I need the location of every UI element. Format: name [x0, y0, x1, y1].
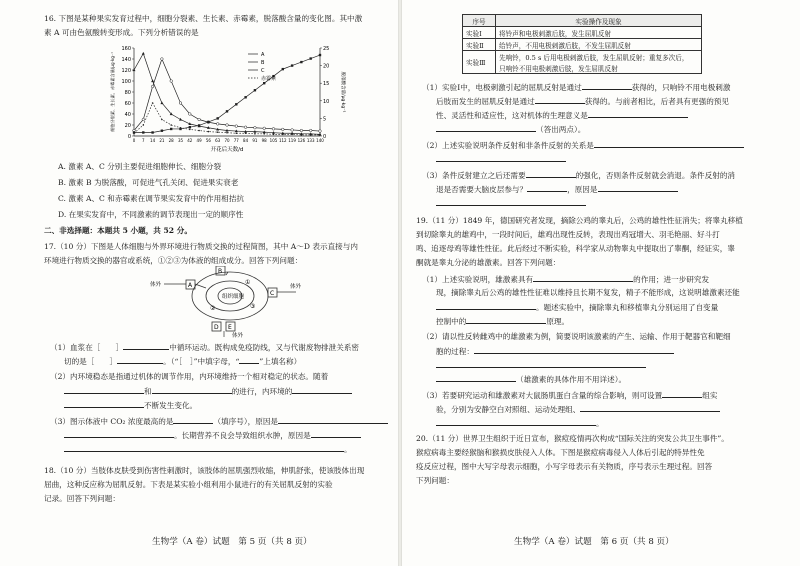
x-tick-label: 105: [269, 138, 278, 143]
q17-part2-line1: （2）内环境稳态是指通过机体的调节作用，内环境维持一个相对稳定的状态。随着: [50, 372, 329, 381]
q17-diagram: [150, 266, 310, 342]
q18-p1d: 获得的。与前者相比，后者具有更强的预见: [584, 97, 729, 106]
answer-blank[interactable]: [117, 356, 163, 364]
table-cell-seq: 实验Ⅰ: [463, 27, 496, 39]
y-right-tick-label: 10: [323, 98, 330, 105]
answer-blank[interactable]: [123, 342, 169, 350]
data-point-赤霉素: [263, 133, 265, 135]
q16-option-c: C. 激素 A、C 和赤霉素在调节果实发育中的作用相拮抗: [58, 194, 244, 203]
answer-blank[interactable]: [466, 316, 546, 324]
q17-stem-line2: 环境进行物质交换的器官或系统，①②③为体液的组成成分。回答下列问题：: [44, 256, 303, 265]
q18-part2-line1: [422, 140, 744, 151]
table-cell-op: 给铃声，不用电极刺激后肢，不发生屈肌反射: [496, 39, 702, 51]
x-tick-label: 63: [215, 138, 221, 143]
data-point-A: [319, 130, 322, 133]
arrow-a-in: [195, 284, 206, 288]
q18-part3-line3: [436, 198, 586, 209]
y-left-tick-label: 0: [127, 134, 131, 140]
answer-blank[interactable]: [598, 184, 678, 192]
y-axis-right-label: 脱落酸含量/μg·kg⁻¹: [340, 71, 345, 113]
data-point-B: [263, 82, 265, 84]
x-tick-label: 98: [261, 138, 267, 143]
data-point-B: [142, 131, 144, 133]
legend-label-C: C: [261, 68, 265, 74]
q19-part2-line1: （2）请以性反转雌鸡中的雄激素为例，简要说明该激素的产生、运输、作用于靶器官和靶细: [422, 332, 731, 341]
q19-part1-line1: [422, 274, 709, 285]
answer-blank[interactable]: [173, 416, 213, 424]
q18-part1-line1: [422, 82, 730, 93]
q18-part2-line2: [436, 154, 566, 165]
diagram-label-d: D: [214, 324, 219, 331]
table-cell-op: 将铃声和电极刺激后肢，发生屈肌反射: [496, 27, 702, 39]
q18-part1-line3: [436, 110, 688, 121]
x-tick-label: 42: [187, 138, 193, 143]
q18-p3b: 的强化，否则条件反射就会消退。条件反射的消: [575, 171, 736, 180]
x-tick-label: 49: [196, 138, 202, 143]
experiment-table: [462, 14, 702, 74]
q18-p3c: 退是否需要大脑皮层参与？: [436, 185, 528, 194]
data-point-B: [161, 130, 163, 132]
answer-blank[interactable]: [436, 124, 536, 132]
table-row: [463, 51, 702, 63]
data-point-A: [142, 118, 145, 121]
q19-p1f: 原理。: [546, 317, 570, 326]
x-tick-label: 35: [177, 138, 184, 143]
table-header-row: [463, 15, 702, 27]
data-point-赤霉素: [254, 133, 256, 135]
answer-blank[interactable]: [580, 404, 720, 412]
q18-p1c: 后肢而发生的屈肌反射是通过: [436, 97, 535, 106]
q17-part2-line3: [64, 400, 197, 411]
table-cell-op: 只响铃不用电极刺激后肢，发生屈肌反射: [496, 62, 702, 74]
q19-p3d: 。: [596, 419, 604, 428]
q20-stem-line3: 疫反应过程，图中大写字母表示细胞，小写字母表示有关物质，序号表示生理过程。回答: [416, 462, 713, 471]
y-left-tick-label: 100: [121, 79, 131, 85]
q19-part1-line3: [436, 302, 718, 313]
y-right-tick-label: 0: [323, 134, 327, 140]
x-tick-label: 77: [233, 138, 239, 143]
data-point-B: [189, 126, 191, 128]
table-header-op: 实验操作及现象: [496, 15, 702, 27]
q19-part2-line3: [436, 360, 646, 371]
answer-blank[interactable]: [535, 96, 585, 104]
data-point-C: [151, 79, 154, 82]
q17-part1-line2: [64, 356, 301, 367]
data-point-赤霉素: [152, 102, 154, 104]
q19-part1-line2: 现，摘除睾丸后公鸡的雄性性征难以维持且长期不复发，精子不能形成，这说明雄激素还能: [436, 288, 740, 297]
q19-part3-line3: [436, 418, 604, 429]
data-point-A: [272, 128, 275, 131]
data-point-B: [226, 110, 228, 112]
answer-blank[interactable]: [588, 110, 688, 118]
diagram-label-e: E: [228, 324, 232, 331]
q16-option-a: A. 激素 A、C 分别主要促进细胞伸长、细胞分裂: [58, 162, 222, 171]
q19-part3-line1: [422, 390, 717, 401]
data-point-A: [170, 80, 173, 83]
q18-p2: （2）上述实验说明条件反射和非条件反射的关系是: [422, 141, 594, 150]
diagram-label-3: ③: [250, 303, 256, 310]
q19-stem-line3: 鸣、追逐母鸡等雄性性征。此后经过不断实验，科学家从动物睾丸中提取出了睾酮，经证实，睾: [416, 244, 735, 253]
diagram-label-2: ②: [210, 305, 216, 312]
table-row: [463, 62, 702, 74]
data-point-赤霉素: [282, 134, 284, 136]
q19-part2-line4: [436, 374, 626, 385]
q17-diagram-svg: [150, 266, 310, 338]
x-axis-label: 开花后天数/d: [210, 147, 244, 153]
data-point-C: [160, 101, 163, 104]
data-point-赤霉素: [161, 119, 163, 121]
q18-stem-line3: 记录。回答下列问题：: [44, 494, 120, 503]
data-point-B: [207, 121, 209, 123]
y-left-tick-label: 120: [121, 68, 131, 74]
q18-part3-line2: [436, 184, 678, 195]
q18-p1e: 性、灵活性和适应性，这对机体的生理意义是: [436, 111, 588, 120]
q17-part2-line2: [64, 386, 352, 397]
q17-p3a: （3）图示体液中 CO₂ 浓度最高的是: [50, 417, 174, 426]
x-tick-label: 56: [205, 138, 211, 143]
left-page: [0, 0, 398, 566]
answer-blank[interactable]: [436, 154, 566, 162]
y-axis-left-label: 细胞分裂素、生长素、赤霉素含量/μg·kg⁻¹: [110, 52, 115, 132]
q17-p2b: 和: [144, 387, 152, 396]
answer-blank[interactable]: [436, 302, 536, 310]
q20-stem-line4: 下列问题：: [416, 476, 454, 485]
q17-p1d: 。（“［ ］”中填字母，“: [163, 357, 240, 366]
diagram-label-b: B: [218, 268, 223, 275]
data-point-B: [300, 61, 302, 63]
data-point-A: [300, 129, 303, 132]
q18-part1-line4: [436, 124, 585, 135]
y-left-tick-label: 140: [121, 57, 131, 63]
data-point-A: [291, 129, 294, 132]
data-point-赤霉素: [143, 124, 145, 126]
q19-p1e: 控制中的: [436, 317, 467, 326]
y-left-tick-label: 160: [121, 46, 131, 52]
q17-p3b: （填序号），原因是: [213, 417, 279, 426]
answer-blank[interactable]: [662, 390, 702, 398]
q19-stem-line1: 19.（11 分）1849 年，德国研究者发现，摘除公鸡的睾丸后，公鸡的雄性性征消失；将睾丸移植: [416, 216, 743, 225]
data-point-B: [151, 131, 153, 133]
data-point-B: [291, 64, 293, 66]
x-tick-label: 91: [252, 138, 258, 143]
data-point-C: [142, 52, 145, 55]
q17-p1b: 中循环运动。既构成免疫防线，又与代谢废物排泄关系密: [169, 343, 360, 352]
q17-part3-line3: [64, 444, 352, 455]
data-point-赤霉素: [319, 134, 321, 136]
q19-stem-line4: 酮就是睾丸分泌的雄激素。回答下列问题：: [416, 258, 561, 267]
data-point-赤霉素: [236, 132, 238, 134]
q18-part1-line2: [436, 96, 729, 107]
data-point-赤霉素: [310, 134, 312, 136]
q16-option-b: B. 激素 B 为脱落酸，可促进气孔关闭、促进果实衰老: [58, 178, 239, 187]
q19-p1b: 的作用；进一步研究发: [633, 275, 710, 284]
right-page: [402, 0, 800, 566]
data-point-A: [198, 118, 201, 121]
right-page-footer: 生物学（A 卷）试题 第 6 页（共 8 页）: [514, 537, 674, 547]
q19-p2b: 胞的过程：: [436, 347, 474, 356]
data-point-B: [282, 68, 284, 70]
q18-stem-line1: 18.（10 分）当肢体皮肤受到伤害性刺激时，该肢体的屈肌强烈收缩，伸肌舒张，使该肢体出现: [44, 466, 365, 475]
q19-part1-line4: [436, 316, 569, 327]
answer-blank[interactable]: [526, 170, 576, 178]
q18-p3d: ，原因是: [567, 185, 598, 194]
data-point-赤霉素: [189, 129, 191, 131]
data-point-赤霉素: [226, 132, 228, 134]
q16-chart-svg: [108, 40, 348, 158]
x-tick-label: 7: [142, 138, 145, 143]
data-point-A: [226, 124, 229, 127]
answer-blank[interactable]: [311, 430, 361, 438]
y-left-tick-label: 40: [124, 112, 131, 118]
left-page-footer: 生物学（A 卷）试题 第 5 页（共 8 页）: [152, 537, 312, 547]
q20-stem-line2: 猴痘病毒主要经猴脑和猴损皮肤侵入人体。下图是猴痘病毒侵入人体后引起的特异性免: [416, 448, 705, 457]
q20-stem-line1: 20.（11 分）世界卫生组织于近日宣布，猴痘疫情再次构成“国际关注的突发公共卫生事件”。: [416, 434, 729, 443]
legend-label-赤霉素: 赤霉素: [261, 76, 277, 82]
data-point-赤霉素: [170, 124, 172, 126]
x-tick-label: 140: [316, 138, 324, 143]
q17-part1-line1: [50, 342, 359, 353]
q18-p1f: （答出两点）。: [536, 125, 586, 134]
legend-label-A: A: [261, 52, 265, 58]
q17-p1a: （1）血浆在［ ］: [50, 343, 124, 352]
answer-blank[interactable]: [436, 198, 586, 206]
table-cell-seq: 实验Ⅲ: [463, 51, 496, 74]
data-point-B: [235, 103, 237, 105]
q19-p3c: 验，分别为安静空白对照组、运动处理组、: [436, 405, 581, 414]
answer-blank[interactable]: [64, 400, 144, 408]
data-point-B: [319, 54, 321, 56]
table-row: [463, 27, 702, 39]
diagram-outside-bottom: 体外: [232, 333, 244, 338]
section-heading: 二、非选择题：本题共 5 小题，共 52 分。: [44, 226, 192, 235]
y-right-tick-label: 5: [323, 116, 327, 123]
data-point-赤霉素: [217, 131, 219, 133]
x-tick-label: 119: [288, 138, 296, 143]
q18-part3-line1: [422, 170, 735, 181]
x-tick-label: 21: [159, 138, 165, 143]
diagram-cell-label: 组织细胞: [222, 294, 245, 300]
q19-p3b: 组实: [702, 391, 718, 400]
x-tick-label: 84: [243, 138, 249, 143]
answer-blank[interactable]: [474, 346, 674, 354]
q19-p2c: （雄激素的具体作用不用详述）。: [516, 375, 627, 384]
data-point-赤霉素: [245, 132, 247, 134]
x-tick-label: 126: [297, 138, 306, 143]
data-point-B: [310, 57, 312, 59]
q17-stem-line1: 17.（10 分）下图是人体细胞与外界环境进行物质交换的过程简图，其中 A～D 表示直接与内: [44, 242, 358, 251]
q17-part3-line2: [64, 430, 361, 441]
q17-p1e: ”上填名称）: [259, 357, 302, 366]
x-tick-label: 14: [150, 138, 156, 143]
data-point-赤霉素: [208, 131, 210, 133]
data-point-赤霉素: [180, 127, 182, 129]
table-row: [463, 39, 702, 51]
x-tick-label: 28: [168, 138, 174, 143]
x-tick-label: 0: [132, 138, 136, 143]
y-left-tick-label: 80: [124, 90, 131, 96]
data-point-A: [244, 126, 247, 129]
q19-p3a: （3）若要研究运动和雄激素对大鼠肠肌蛋白含量的综合影响，则可设置: [422, 391, 663, 400]
answer-blank[interactable]: [152, 386, 232, 394]
answer-blank[interactable]: [64, 430, 174, 438]
table-cell-op: 先响铃，0.5 s 后用电极刺激后肢，发生屈肌反射；重复多次后，: [496, 51, 702, 63]
x-tick-label: 70: [224, 138, 230, 143]
diagram-label-1: ①: [245, 279, 251, 286]
q18-stem-line2: 屈曲，这种反应称为屈肌反射。下表是某实验小组利用小鼠进行的有关屈肌反射的实验: [44, 480, 333, 489]
answer-blank[interactable]: [278, 416, 388, 424]
data-point-A: [179, 102, 182, 105]
y-left-tick-label: 20: [124, 123, 131, 129]
x-tick-label: 112: [278, 138, 287, 143]
q19-part3-line2: [436, 404, 720, 415]
data-point-赤霉素: [291, 134, 293, 136]
data-point-赤霉素: [301, 134, 303, 136]
answer-blank[interactable]: [582, 82, 632, 90]
data-point-A: [151, 85, 154, 88]
y-right-tick-label: 20: [323, 63, 330, 70]
q18-p1a: （1）实验Ⅰ中，电极刺激引起的屈肌反射是通过: [422, 83, 582, 92]
data-point-赤霉素: [133, 132, 135, 134]
table-header-seq: 序号: [463, 15, 496, 27]
answer-blank[interactable]: [527, 184, 567, 192]
q19-p1a: （1）上述实验说明，雄激素具有: [422, 275, 534, 284]
q17-p2d: 不断发生变化。: [144, 401, 198, 410]
y-right-tick-label: 15: [323, 81, 330, 88]
q16-stem-line2: 素 A 可由色氨酸转变形成。下列分析错误的是: [44, 28, 199, 37]
q17-p1c: 切的是［ ］: [64, 357, 118, 366]
diagram-label-c: C: [270, 290, 275, 297]
answer-blank[interactable]: [533, 274, 633, 282]
q17-part3-line1: [50, 416, 388, 427]
legend-label-B: B: [261, 60, 265, 66]
data-point-A: [263, 127, 266, 130]
answer-blank[interactable]: [292, 386, 352, 394]
data-point-A: [161, 58, 164, 61]
q17-p3d: 。: [344, 445, 352, 454]
diagram-label-a: A: [188, 282, 193, 289]
y-left-tick-label: 60: [124, 101, 131, 107]
data-point-A: [189, 113, 192, 116]
q19-p1d: 。题述实验中，摘除睾丸和移植睾丸分别运用了自变量: [536, 303, 719, 312]
data-point-B: [217, 117, 219, 119]
q18-p1b: 获得的，只响铃不用电极刺激: [631, 83, 731, 92]
q19-stem-line2: 到切除睾丸的雄鸡中，一段时间后，雄鸡出现性反转，表现出鸡冠增大、羽毛艳丽、好斗打: [416, 230, 720, 239]
answer-blank[interactable]: [64, 444, 344, 452]
answer-blank[interactable]: [436, 418, 596, 426]
answer-blank: [239, 356, 259, 364]
data-point-B: [244, 96, 246, 98]
answer-blank[interactable]: [594, 140, 744, 148]
q16-chart: [108, 40, 348, 162]
q17-p3c: 。长期营养不良会导致组织水肿，原因是: [174, 431, 311, 440]
diagram-outside-left: 体外: [150, 282, 162, 288]
q19-part2-line2: [436, 346, 674, 357]
data-point-赤霉素: [198, 130, 200, 132]
x-tick-label: 133: [306, 138, 315, 143]
data-point-B: [254, 89, 256, 91]
answer-blank[interactable]: [436, 360, 646, 368]
data-point-A: [235, 125, 238, 128]
answer-blank[interactable]: [436, 374, 516, 382]
data-point-A: [282, 128, 285, 131]
diagram-outside-right: 体外: [290, 284, 302, 290]
q17-p2c: 的进行，内环境的: [231, 387, 293, 396]
q16-option-d: D. 在果实发育中，不同激素的调节表现出一定的顺序性: [58, 210, 244, 219]
q16-stem-line1: 16. 下图是某种果实发育过程中，细胞分裂素、生长素、赤霉素，脱落酸含量的变化图。其中激: [44, 14, 363, 23]
data-point-A: [216, 123, 219, 126]
data-point-B: [170, 128, 172, 130]
y-right-tick-label: 25: [323, 46, 330, 52]
data-point-A: [254, 126, 257, 129]
data-point-A: [309, 129, 312, 132]
data-point-赤霉素: [273, 134, 275, 136]
q18-p3a: （3）条件反射建立之后还需要: [422, 171, 526, 180]
answer-blank[interactable]: [64, 386, 144, 394]
table-cell-seq: 实验Ⅱ: [463, 39, 496, 51]
